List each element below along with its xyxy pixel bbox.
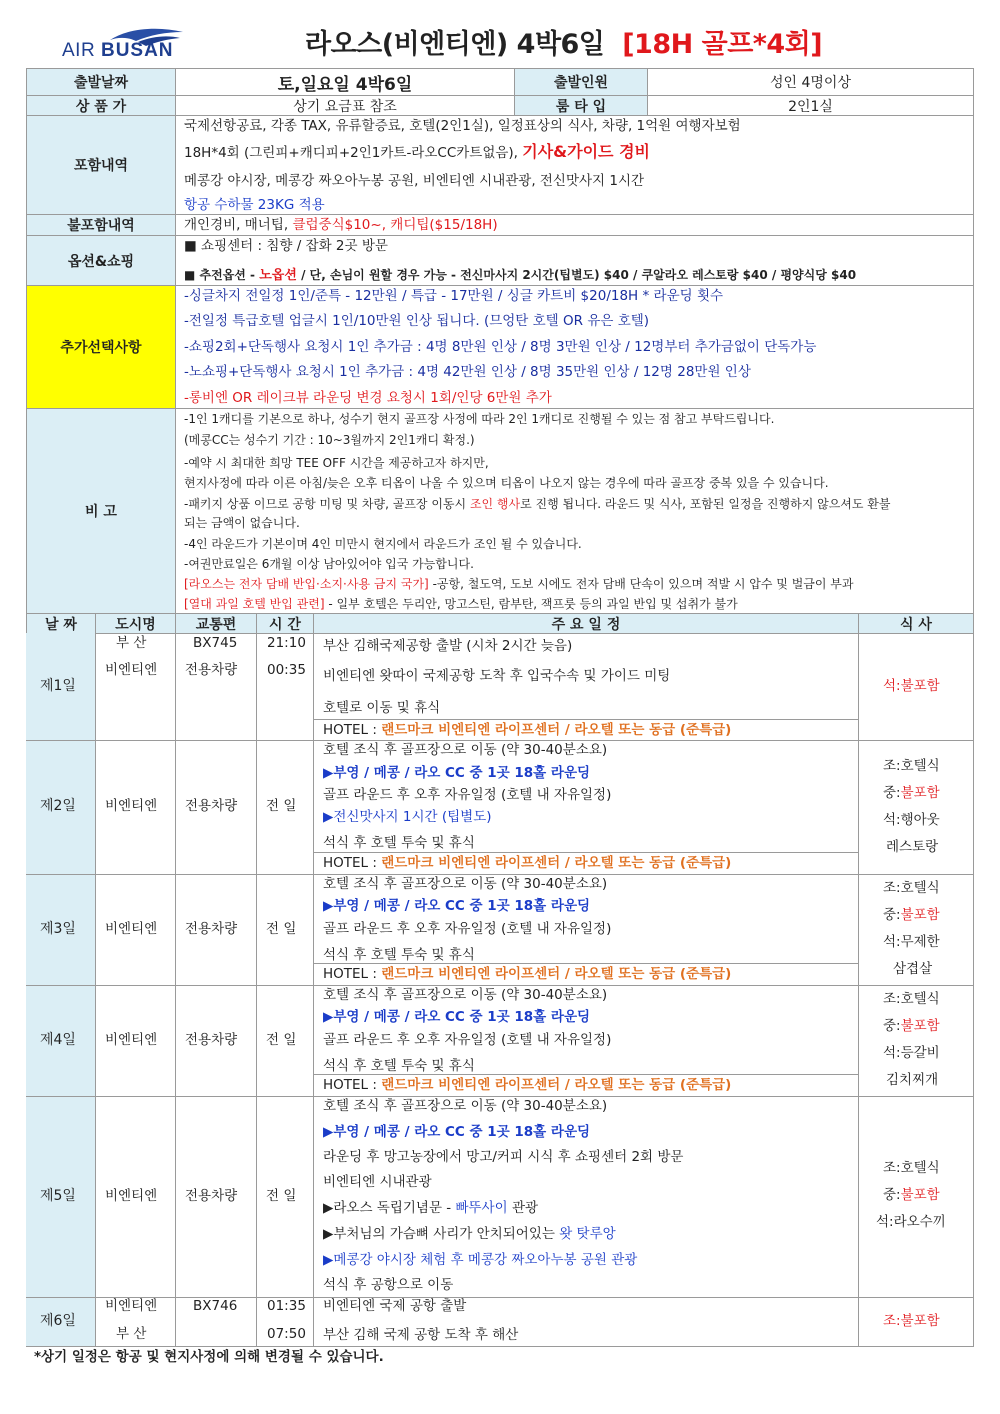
option-line-1: ■ 쇼핑센터 : 침향 / 잡화 2곳 방문 (184, 238, 388, 254)
day3-car: 전용차량 (185, 921, 238, 937)
day3-item-2: ▶부영 / 메콩 / 라오 CC 중 1곳 18홀 라운딩 (323, 898, 591, 914)
sched-header-main: 주 요 일 정 (313, 613, 859, 634)
day5-city: 비엔티엔 (105, 1188, 158, 1204)
sched-header-transport: 교통편 (175, 613, 257, 634)
day3-label: 제3일 (40, 921, 76, 937)
day3-meal-lunch: 중:불포함 (883, 907, 940, 923)
room-label: 룸 타 입 (514, 95, 648, 116)
day1-meal: 석:불포함 (883, 678, 940, 694)
day2-item-1: 호텔 조식 후 골프장으로 이동 (약 30-40분소요) (323, 742, 608, 758)
include-line-3: 메콩강 야시장, 메콩강 짜오아누봉 공원, 비엔티엔 시내관광, 전신맛사지 1시간 (184, 173, 645, 189)
row-divider (26, 1346, 974, 1347)
day6-city-2: 부 산 (116, 1326, 147, 1342)
day1-item-3: 호텔로 이동 및 휴식 (323, 700, 441, 716)
note-8: -여권만료일은 6개월 이상 남아있어야 입국 가능합니다. (184, 557, 474, 571)
include-line-1: 국제선항공료, 각종 TAX, 유류할증료, 호텔(2인1실), 일정표상의 식사, 차량, 1억원 여행자보험 (184, 118, 741, 134)
day2-item-4: ▶전신맛사지 1시간 (팁별도) (323, 809, 492, 825)
extra-line-4: -노쇼핑+단독행사 요청시 1인 추가금 : 4명 42만원 인상 / 8명 35만원 인상 / 12명 28만원 인상 (184, 364, 751, 380)
footer-note: *상기 일정은 항공 및 현지사정에 의해 변경될 수 있습니다. (34, 1349, 384, 1365)
people-label: 출발인원 (514, 68, 648, 96)
day2-item-5: 석식 후 호텔 투숙 및 휴식 (323, 835, 475, 851)
day5-item-2: ▶부영 / 메콩 / 라오 CC 중 1곳 18홀 라운딩 (323, 1124, 591, 1140)
day3-item-4: 석식 후 호텔 투숙 및 휴식 (323, 947, 475, 963)
day5-item-1: 호텔 조식 후 골프장으로 이동 (약 30-40분소요) (323, 1098, 608, 1114)
day6-item-1: 비엔티엔 국제 공항 출발 (323, 1298, 467, 1314)
notes-label: 비 고 (26, 408, 176, 614)
extra-label: 추가선택사항 (26, 285, 176, 409)
day1-time-2: 00:35 (267, 662, 306, 678)
day3-city: 비엔티엔 (105, 921, 158, 937)
extra-line-3: -쇼핑2회+단독행사 요청시 1인 추가금 : 4명 8만원 인상 / 8명 3만원 인상 / 12명부터 추가금없이 단독가능 (184, 339, 817, 355)
day2-meal-dinner: 석:행아웃 (883, 812, 940, 828)
include-line-4: 항공 수하물 23KG 적용 (184, 197, 325, 213)
extra-line-1: -싱글차지 전일정 1인/준특 - 12만원 / 특급 - 17만원 / 싱글 카트비 $20/18H * 라운딩 횟수 (184, 288, 724, 304)
day3-item-3: 골프 라운드 후 오후 자유일정 (호텔 내 자유일정) (323, 921, 612, 937)
page-title: 라오스(비엔티엔) 4박6일 [18H 골프*4회] (305, 29, 823, 60)
day6-meal: 조:불포함 (883, 1313, 940, 1329)
day1-hotel: HOTEL : 랜드마크 비엔티엔 라이프센터 / 라오텔 또는 동급 (준특급) (323, 722, 732, 738)
exclude-text: 개인경비, 매너팁, 클럽중식$10~, 캐디팁($15/18H) (184, 217, 498, 233)
day5-item-3: 라운딩 후 망고농장에서 망고/커피 시식 후 쇼핑센터 2회 방문 (323, 1149, 684, 1165)
day2-meal-dinner-2: 레스토랑 (886, 839, 939, 855)
day4-meal-dinner: 석:등갈비 (883, 1045, 940, 1061)
note-3: -예약 시 최대한 희망 TEE OFF 시간을 제공하고자 하지만, (184, 456, 489, 470)
day5-meal-dinner: 석:라오수끼 (876, 1214, 946, 1230)
note-7: -4인 라운드가 기본이며 4인 미만시 현지에서 라운드가 조인 될 수 있습니다. (184, 537, 582, 551)
include-line-2: 18H*4회 (그린피+캐디피+2인1카트-라오CC카트없음), 기사&가이드 경비 (184, 142, 650, 161)
day5-item-8: 석식 후 공항으로 이동 (323, 1277, 454, 1293)
day5-item-4: 비엔티엔 시내관광 (323, 1174, 432, 1190)
day4-hotel: HOTEL : 랜드마크 비엔티엔 라이프센터 / 라오텔 또는 동급 (준특급) (323, 1077, 732, 1093)
day4-car: 전용차량 (185, 1032, 238, 1048)
day4-meal-dinner-2: 김치찌개 (886, 1072, 939, 1088)
day5-item-6: ▶부처님의 가슴뼈 사리가 안치되어있는 왓 탓루앙 (323, 1226, 616, 1242)
room-value: 2인1실 (647, 95, 974, 116)
note-4: 현지사정에 따라 이른 아침/늦은 오후 티옵이 나올 수 있으며 티옵이 나오지 않는 경우에 따라 골프장 중복 있을 수 있습니다. (184, 476, 829, 490)
sched-header-day: 날 짜 (26, 613, 96, 634)
departure-label: 출발날짜 (26, 68, 176, 96)
day6-time-1: 01:35 (267, 1298, 306, 1314)
day5-meal-lunch: 중:불포함 (883, 1187, 940, 1203)
day4-time: 전 일 (266, 1032, 297, 1048)
departure-value: 토,일요일 4박6일 (175, 68, 515, 96)
day5-car: 전용차량 (185, 1188, 238, 1204)
day1-flight: BX745 (193, 635, 238, 651)
hotel-divider (313, 852, 859, 853)
exclude-label: 불포함내역 (26, 214, 176, 236)
day4-city: 비엔티엔 (105, 1032, 158, 1048)
day3-meal-dinner: 석:무제한 (883, 934, 940, 950)
note-6: 되는 금액이 없습니다. (184, 516, 300, 530)
day1-label: 제1일 (40, 678, 76, 694)
day4-item-4: 석식 후 호텔 투숙 및 휴식 (323, 1058, 475, 1074)
hotel-divider (313, 719, 859, 720)
people-value: 성인 4명이상 (647, 68, 974, 96)
day5-item-7: ▶메콩강 야시장 체험 후 메콩강 짜오아누봉 공원 관광 (323, 1252, 638, 1268)
day1-item-2: 비엔티엔 왓따이 국제공항 도착 후 입국수속 및 가이드 미팅 (323, 668, 671, 684)
day1-city-2: 비엔티엔 (105, 662, 158, 678)
day6-flight: BX746 (193, 1298, 238, 1314)
day5-item-5: ▶라오스 독립기념문 - 빠뚜사이 관광 (323, 1200, 539, 1216)
row-divider (26, 1297, 974, 1298)
logo-text: AIR BUSAN (62, 40, 174, 61)
day2-hotel: HOTEL : 랜드마크 비엔티엔 라이프센터 / 라오텔 또는 동급 (준특급) (323, 855, 732, 871)
sched-header-meal: 식 사 (858, 613, 974, 634)
day2-item-3: 골프 라운드 후 오후 자유일정 (호텔 내 자유일정) (323, 787, 612, 803)
day2-car: 전용차량 (185, 798, 238, 814)
day6-time-2: 07:50 (267, 1326, 306, 1342)
day2-time: 전 일 (266, 798, 297, 814)
day4-label: 제4일 (40, 1032, 76, 1048)
day5-label: 제5일 (40, 1188, 76, 1204)
day4-item-1: 호텔 조식 후 골프장으로 이동 (약 30-40분소요) (323, 987, 608, 1003)
day3-time: 전 일 (266, 921, 297, 937)
day3-meal-dinner-2: 삼겹살 (893, 961, 933, 977)
day2-item-2: ▶부영 / 메콩 / 라오 CC 중 1곳 18홀 라운딩 (323, 765, 591, 781)
sched-header-time: 시 간 (256, 613, 314, 634)
day5-time: 전 일 (266, 1188, 297, 1204)
option-line-2: ■ 추전옵션 - 노옵션 / 단, 손님이 원할 경우 가능 - 전신마사지 2시간(팁별도) $40 / 쿠알라오 레스토랑 $40 / 평양식당 $40 (184, 268, 857, 283)
day3-item-1: 호텔 조식 후 골프장으로 이동 (약 30-40분소요) (323, 876, 608, 892)
extra-line-5: -롱비엔 OR 레이크뷰 라운딩 변경 요청시 1회/인당 6만원 추가 (184, 390, 552, 406)
day5-meal-breakfast: 조:호텔식 (883, 1160, 940, 1176)
day1-city-1: 부 산 (116, 635, 147, 651)
day2-meal-breakfast: 조:호텔식 (883, 758, 940, 774)
note-10: [열대 과일 호텔 반입 관련] - 일부 호텔은 두리안, 망고스틴, 람부탄, 잭프룻 등의 과일 반입 및 섭취가 불가 (184, 597, 738, 611)
note-9: [라오스는 전자 담배 반입·소지·사용 금지 국가] -공항, 철도역, 도보 시에도 전자 담배 단속이 있으며 적발 시 압수 및 벌금이 부과 (184, 577, 854, 591)
day1-item-1: 부산 김해국제공항 출발 (시차 2시간 늦음) (323, 638, 573, 654)
day6-city-1: 비엔티엔 (105, 1298, 158, 1314)
day2-label: 제2일 (40, 798, 76, 814)
day1-time-1: 21:10 (267, 635, 306, 651)
day2-city: 비엔티엔 (105, 798, 158, 814)
day6-label: 제6일 (40, 1313, 76, 1329)
day4-meal-breakfast: 조:호텔식 (883, 991, 940, 1007)
day3-meal-breakfast: 조:호텔식 (883, 880, 940, 896)
day4-meal-lunch: 중:불포함 (883, 1018, 940, 1034)
option-label: 옵션&쇼핑 (26, 235, 176, 286)
day4-item-2: ▶부영 / 메콩 / 라오 CC 중 1곳 18홀 라운딩 (323, 1009, 591, 1025)
include-label: 포함내역 (26, 115, 176, 215)
day2-meal-lunch: 중:불포함 (883, 785, 940, 801)
extra-line-2: -전일정 특급호텔 업글시 1인/10만원 인상 됩니다. (므엉탄 호텔 OR 유은 호텔) (184, 313, 650, 329)
price-value: 상기 요금표 참조 (175, 95, 515, 116)
air-busan-logo (58, 26, 208, 68)
day4-item-3: 골프 라운드 후 오후 자유일정 (호텔 내 자유일정) (323, 1032, 612, 1048)
sched-header-city: 도시명 (95, 613, 176, 634)
price-label: 상 품 가 (26, 95, 176, 116)
day3-hotel: HOTEL : 랜드마크 비엔티엔 라이프센터 / 라오텔 또는 동급 (준특급) (323, 966, 732, 982)
note-1: -1인 1캐디를 기본으로 하나, 성수기 현지 골프장 사정에 따라 2인 1캐디로 진행될 수 있는 점 참고 부탁드립니다. (184, 412, 775, 426)
day6-item-2: 부산 김해 국제 공항 도착 후 해산 (323, 1327, 519, 1343)
note-2: (메콩CC는 성수기 기간 : 10~3월까지 2인1캐디 확정.) (184, 433, 475, 447)
day1-car: 전용차량 (185, 662, 238, 678)
note-5: -패키지 상품 이므로 공항 미팅 및 차량, 골프장 이동시 조인 행사로 진행 됩니다. 라운드 및 식사, 포함된 일정을 진행하지 않으셔도 환불 (184, 497, 891, 511)
